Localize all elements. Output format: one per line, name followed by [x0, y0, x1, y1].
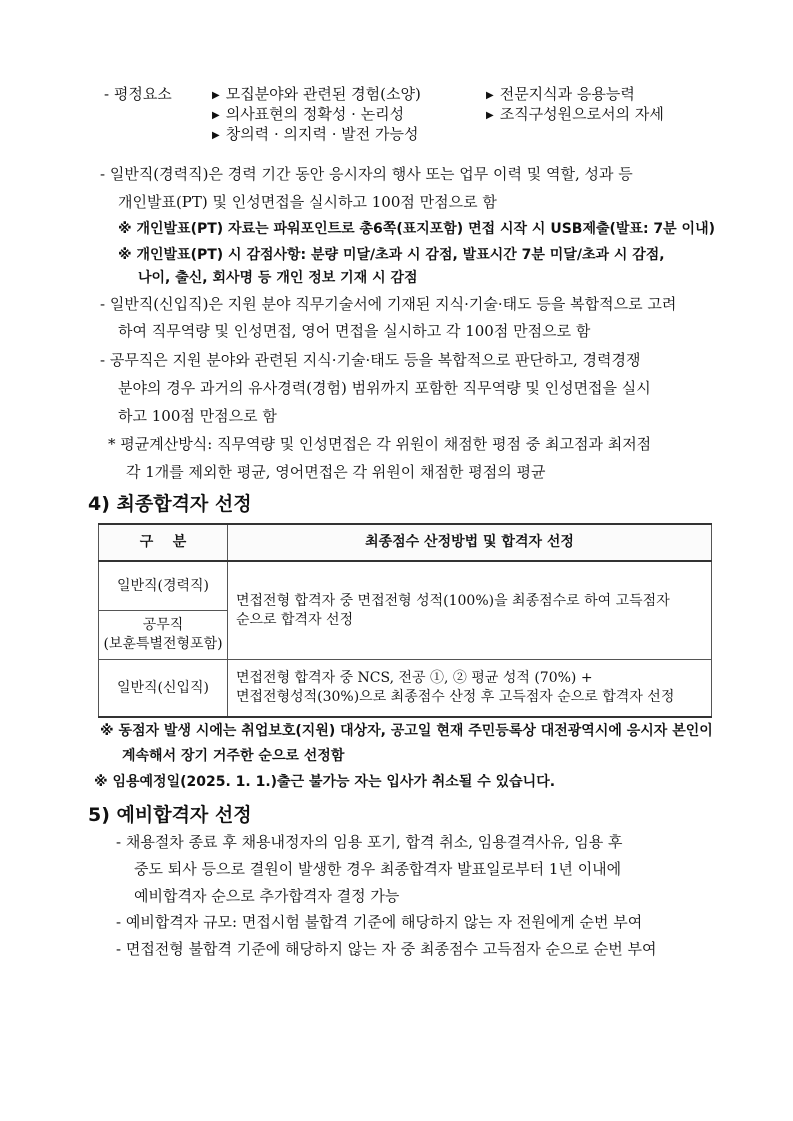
- category-civil-service: [99, 611, 228, 660]
- general-new-line1: - 일반직(신입직)은 지원 분야 직무기술서에 기재된 지식·기술·태도 등을 복합적으로 고려: [100, 295, 677, 313]
- triangle-bullet-icon: ▶: [486, 90, 494, 101]
- civil-service-line2: 분야의 경우 과거의 유사경력(경험) 범위까지 포함한 직무역량 및 인성면접을 실시: [118, 379, 651, 397]
- start-date-note: ※ 임용예정일(2025. 1. 1.)출근 불가능 자는 입사가 취소될 수 있습니다.: [94, 774, 556, 790]
- eval-factor-item: ▶ 모집분야와 관련된 경험(소양): [212, 85, 421, 103]
- general-career-line2: 개인발표(PT) 및 인성면접을 실시하고 100점 만점으로 함: [118, 193, 497, 211]
- avg-method-line1: * 평균계산방식: 직무역량 및 인성면접은 각 위원이 채점한 평점 중 최고점과 최저점: [108, 435, 652, 453]
- category-line: 공무직: [142, 617, 184, 633]
- header-method: 최종점수 산정방법 및 합격자 선정: [228, 524, 712, 561]
- reserve-item1-line2: 중도 퇴사 등으로 결원이 발생한 경우 최종합격자 발표일로부터 1년 이내에: [134, 860, 622, 878]
- section-5-title: 5) 예비합격자 선정: [88, 804, 252, 826]
- civil-service-line3: 하고 100점 만점으로 함: [118, 407, 277, 425]
- table-row: [99, 660, 712, 718]
- pt-material-note: ※ 개인발표(PT) 자료는 파워포인트로 총6쪽(표지포함) 면접 시작 시 USB제출(발표: 7분 이내): [118, 221, 715, 237]
- method-line: 면접전형 합격자 중 NCS, 전공 ①, ② 평균 성적 (70%) +: [236, 670, 593, 686]
- header-category: 구 분: [99, 524, 228, 561]
- category-general-new: 일반직(신입직): [99, 660, 228, 718]
- reserve-item2: - 예비합격자 규모: 면접시험 불합격 기준에 해당하지 않는 자 전원에게 순번 부여: [116, 913, 643, 931]
- triangle-bullet-icon: ▶: [486, 110, 494, 121]
- pt-deduction-note-line1: ※ 개인발표(PT) 시 감점사항: 분량 미달/초과 시 감점, 발표시간 7분 미달/초과 시 감점,: [118, 247, 665, 263]
- eval-factor-item: ▶ 조직구성원으로서의 자세: [486, 105, 664, 123]
- triangle-bullet-icon: ▶: [212, 110, 220, 121]
- category-line: (보훈특별전형포함): [103, 636, 223, 652]
- eval-factor-item: ▶ 창의력 · 의지력 · 발전 가능성: [212, 125, 419, 143]
- category-general-career: 일반직(경력직): [99, 561, 228, 611]
- method-line: 면접전형 합격자 중 면접전형 성적(100%)을 최종점수로 하여 고득점자: [236, 592, 670, 609]
- table-header-row: [99, 524, 712, 561]
- eval-factor-item: ▶ 전문지식과 응용능력: [486, 85, 635, 103]
- avg-method-line2: 각 1개를 제외한 평균, 영어면접은 각 위원이 채점한 평점의 평균: [126, 463, 546, 481]
- reserve-item1-line3: 예비합격자 순으로 추가합격자 결정 가능: [134, 887, 400, 905]
- method-line: 면접전형성적(30%)으로 최종점수 산정 후 고득점자 순으로 합격자 선정: [236, 689, 675, 705]
- pt-deduction-note-line2: 나이, 출신, 회사명 등 개인 정보 기재 시 감점: [138, 270, 418, 286]
- eval-factor-item: ▶ 의사표현의 정확성 · 논리성: [212, 105, 405, 123]
- triangle-bullet-icon: ▶: [212, 130, 220, 141]
- method-cell-interview: [228, 561, 712, 660]
- reserve-item3: - 면접전형 불합격 기준에 해당하지 않는 자 중 최종점수 고득점자 순으로 순번 부여: [116, 940, 657, 958]
- general-new-line2: 하여 직무역량 및 인성면접, 영어 면접을 실시하고 각 100점 만점으로 함: [118, 322, 591, 340]
- final-selection-table: [98, 523, 712, 718]
- method-line: 순으로 합격자 선정: [236, 611, 354, 628]
- reserve-item1-line1: - 채용절차 종료 후 채용내정자의 임용 포기, 합격 취소, 임용결격사유, 임용 후: [116, 833, 623, 851]
- tie-note-line2: 계속해서 장기 거주한 순으로 선정함: [122, 748, 345, 764]
- tie-note-line1: ※ 동점자 발생 시에는 취업보호(지원) 대상자, 공고일 현재 주민등록상 대전광역시에 응시자 본인이: [100, 723, 713, 739]
- table-row: [99, 561, 712, 611]
- civil-service-line1: - 공무직은 지원 분야와 관련된 지식·기술·태도 등을 복합적으로 판단하고, 경력경쟁: [100, 351, 641, 369]
- general-career-line1: - 일반직(경력직)은 경력 기간 동안 응시자의 행사 또는 업무 이력 및 역할, 성과 등: [100, 165, 633, 183]
- eval-factors-label: - 평정요소: [104, 85, 172, 103]
- section-4-title: 4) 최종합격자 선정: [88, 493, 252, 515]
- method-cell-ncs: [228, 660, 712, 718]
- triangle-bullet-icon: ▶: [212, 90, 220, 101]
